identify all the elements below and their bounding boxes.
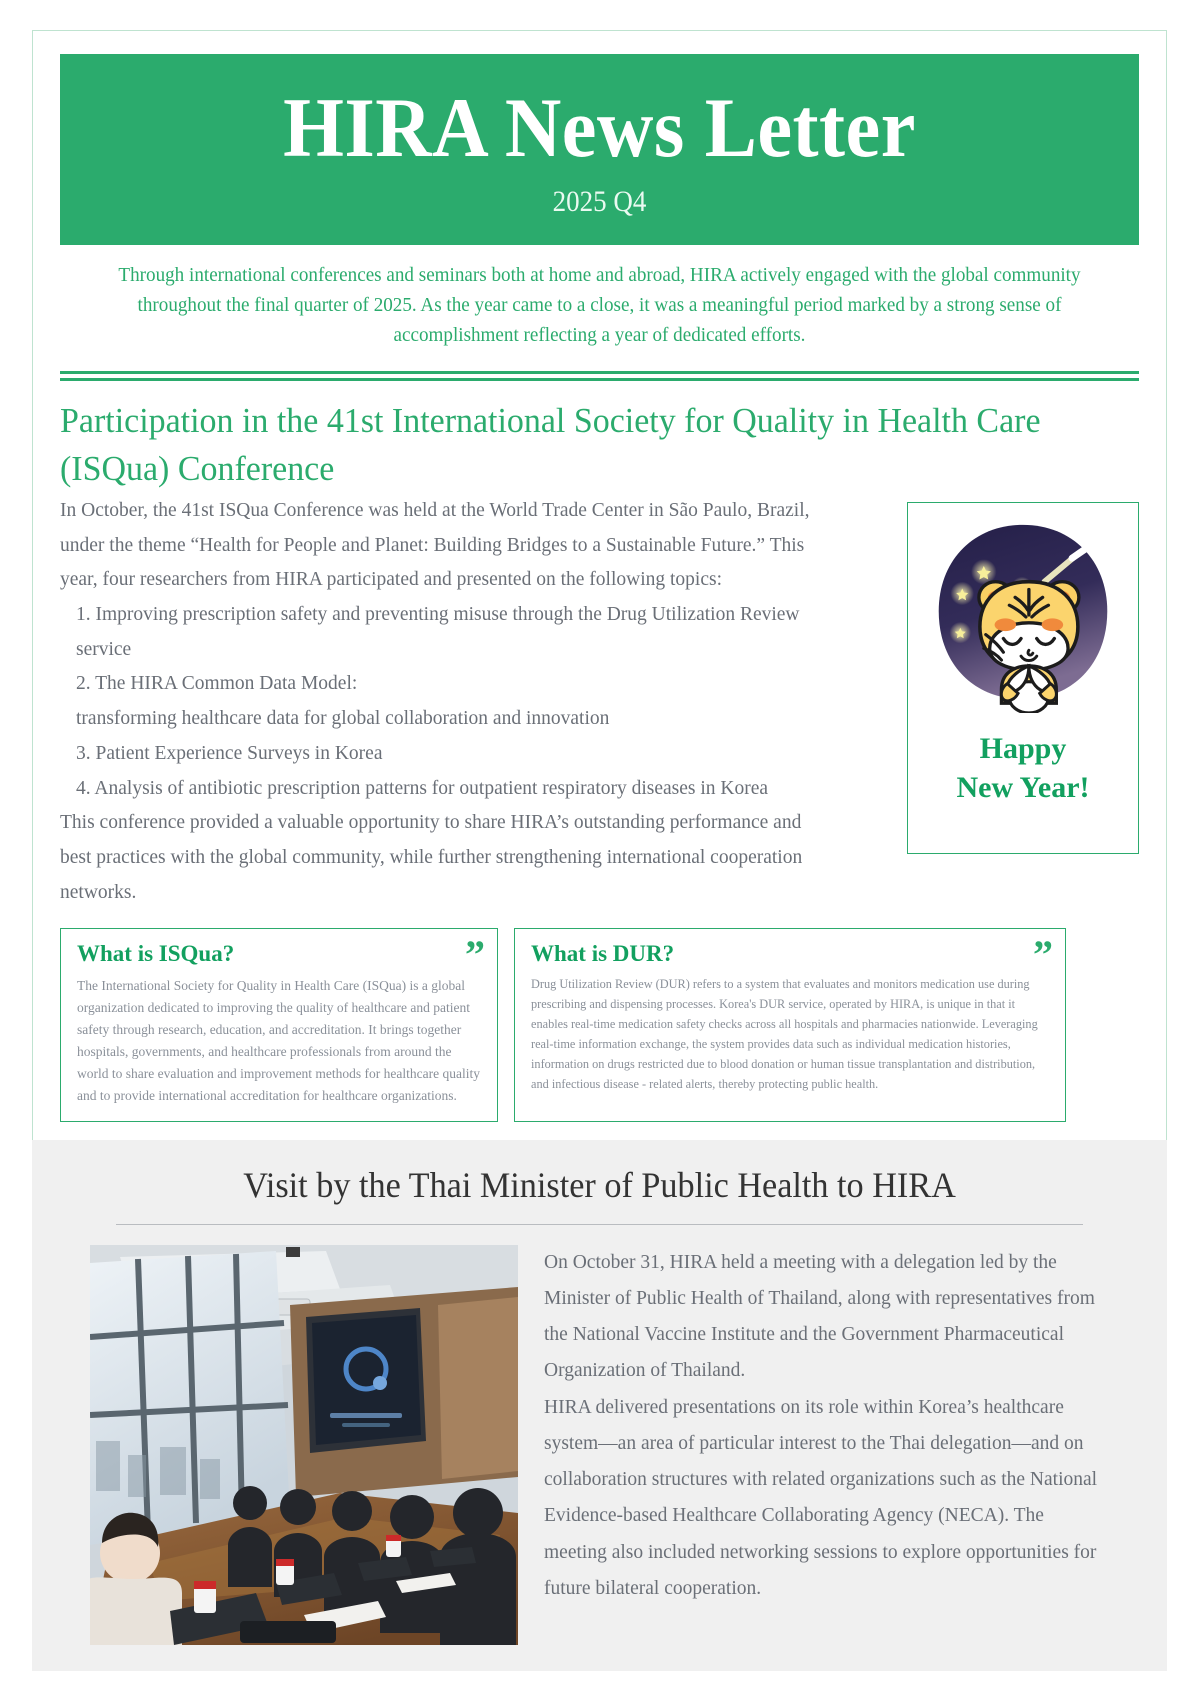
section-divider-rule bbox=[60, 371, 1139, 381]
section1-body bbox=[60, 494, 1139, 910]
header-banner bbox=[60, 54, 1139, 245]
quote-mark-icon: ” bbox=[1033, 932, 1053, 978]
topic-item-2: 2. The HIRA Common Data Model: bbox=[76, 673, 358, 695]
info-box-dur bbox=[514, 928, 1066, 1121]
topic-item-4: 4. Analysis of antibiotic prescription patterns for outpatient respiratory diseases in Korea bbox=[76, 777, 769, 799]
info-box-isqua-heading: What is ISQua? bbox=[77, 941, 235, 967]
meeting-photo-graphic bbox=[90, 1245, 518, 1645]
new-year-greeting bbox=[908, 729, 1138, 807]
info-box-dur-body: Drug Utilization Review (DUR) refers to a system that evaluates and monitors medication use during prescribing and dispensing processes. Korea's DUR service, operated by HIRA, is unique in that it enables real-time medication safety checks across all hospitals and pharmacies nationwide. Leveraging real-time information exchange, the system provides data such as individual medication histories, information on drugs restricted due to blood donation or human tissue transplantation and distribution, and infectious disease - related alerts, thereby protecting public health. bbox=[531, 977, 1038, 1091]
quote-mark-icon: ” bbox=[465, 932, 485, 978]
intro-paragraph: Through international conferences and seminars both at home and abroad, HIRA actively engaged with the global community throughout the final quarter of 2025. As the year came to a close, it was a meaningful period marked by a strong sense of accomplishment reflecting a year of dedicated efforts. bbox=[118, 264, 1081, 347]
topic-item-3: 3. Patient Experience Surveys in Korea bbox=[76, 742, 383, 764]
section2-text-column bbox=[544, 1245, 1109, 1608]
section1-text-column bbox=[60, 494, 812, 910]
section2-title: Visit by the Thai Minister of Public Health to HIRA bbox=[243, 1164, 956, 1205]
section2-divider bbox=[116, 1224, 1083, 1225]
greeting-line-1: Happy bbox=[979, 731, 1067, 765]
section2 bbox=[32, 1140, 1167, 1671]
info-box-isqua-body: The International Society for Quality in Health Care (ISQua) is a global organization dedicated to improving the quality of healthcare and patient safety through research, education, and accreditation. It brings together hospitals, governments, and healthcare professionals from around the world to share evaluation and improvement methods for healthcare quality and to provide international accreditation for healthcare organizations. bbox=[77, 978, 480, 1103]
section2-paragraph-2: HIRA delivered presentations on its role within Korea’s healthcare system—an area of particular interest to the Thai delegation—and on collaboration structures with related organizations such as the National Evidence-based Healthcare Collaborating Agency (NECA). The meeting also included networking sessions to explore opportunities for future bilateral cooperation. bbox=[544, 1396, 1098, 1599]
topic-item-1: 1. Improving prescription safety and preventing misuse through the Drug Utilization Review service bbox=[76, 604, 800, 660]
section2-paragraph-1: On October 31, HIRA held a meeting with a delegation led by the Minister of Public Health of Thailand, along with representatives from the National Vaccine Institute and the Government Pharmaceutical Organization of Thailand. bbox=[544, 1251, 1095, 1382]
newsletter-title: HIRA News Letter bbox=[283, 81, 916, 175]
info-box-isqua bbox=[60, 928, 498, 1121]
section1-paragraph-1: In October, the 41st ISQua Conference was held at the World Trade Center in São Paulo, Brazil, under the theme “Health for People and Planet: Building Bridges to a Sustainable Future.” This year, four researchers from HIRA participated and presented on the following topics: bbox=[60, 499, 810, 591]
conference-topics-list bbox=[60, 598, 812, 806]
meeting-room-delegation-photo bbox=[90, 1245, 518, 1645]
greeting-line-2: New Year! bbox=[956, 770, 1090, 804]
newsletter-issue: 2025 Q4 bbox=[552, 184, 647, 218]
section2-body bbox=[90, 1245, 1109, 1645]
section1-title: Participation in the 41st International Society for Quality in Health Care (ISQua) Conference bbox=[60, 401, 1041, 488]
section1-paragraph-2: This conference provided a valuable opportunity to share HIRA’s outstanding performance and best practices with the global community, while further strengthening international cooperation networks. bbox=[60, 812, 803, 903]
topic-item-2-subtext: transforming healthcare data for global collaboration and innovation bbox=[76, 708, 610, 730]
info-boxes-row bbox=[60, 928, 1139, 1121]
section-divider-rule-inner bbox=[60, 378, 1139, 381]
info-box-dur-heading: What is DUR? bbox=[531, 941, 675, 967]
happy-new-year-card bbox=[907, 502, 1139, 854]
praying-tiger-night-sky-illustration bbox=[925, 517, 1121, 713]
